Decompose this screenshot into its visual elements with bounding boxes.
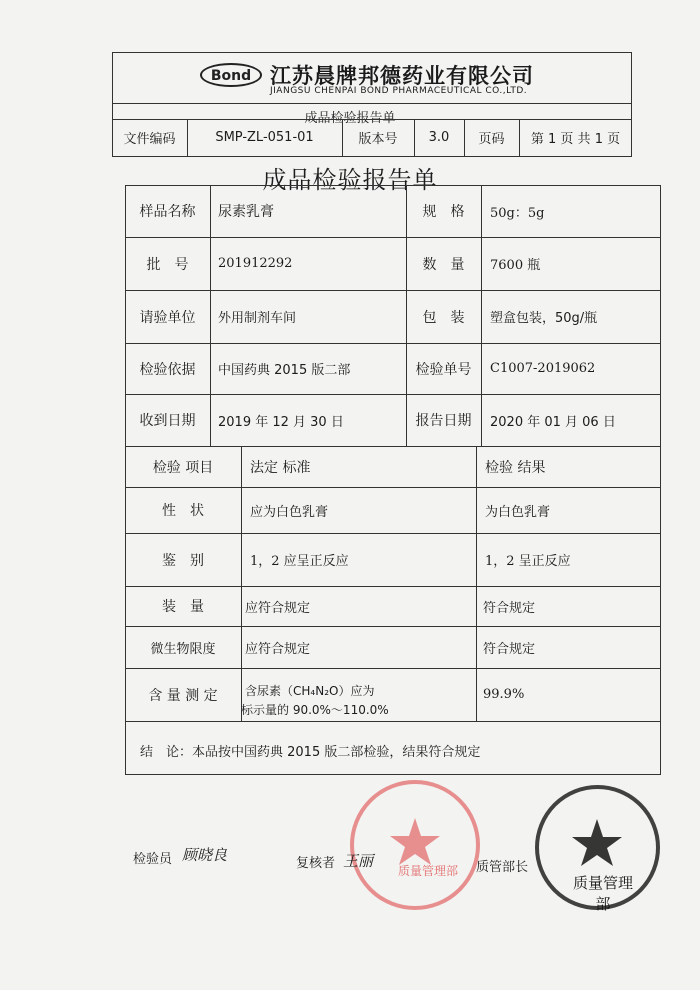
result-identification: 1，2 呈正反应	[485, 554, 571, 569]
package-label: 包 装	[422, 309, 465, 326]
received-date-value: 2019 年 12 月 30 日	[218, 414, 344, 430]
batch-value: 201912292	[218, 256, 293, 271]
report-title: 成品检验报告单	[262, 166, 438, 194]
sample-name-label: 样品名称	[139, 204, 196, 220]
basis-value: 中国药典 2015 版二部	[218, 363, 351, 378]
spec-value: 50g：5g	[490, 205, 545, 221]
result-header: 检验 结果	[485, 459, 546, 476]
test-item-appearance: 性 状	[162, 503, 204, 519]
test-item-microbial: 微生物限度	[150, 641, 216, 657]
company-logo: Bond	[200, 63, 262, 87]
basis-label: 检验依据	[139, 361, 196, 378]
inspector-label: 检验员	[133, 852, 173, 867]
report-date-value: 2020 年 01 月 06 日	[490, 414, 616, 430]
test-item-fill: 装 量	[162, 599, 204, 615]
reviewer-label: 复核者	[296, 856, 336, 871]
qa-head-label: 质管部长	[476, 860, 529, 875]
quantity-label: 数 量	[422, 256, 465, 273]
reviewer-signature: 王丽	[343, 852, 374, 870]
doc-number-value: SMP-ZL-051-01	[215, 129, 314, 145]
test-item-identification: 鉴 别	[162, 552, 204, 569]
report-no-value: C1007-2019062	[490, 361, 596, 376]
quantity-value: 7600 瓶	[490, 258, 541, 273]
col-border	[210, 185, 211, 446]
header-divider	[112, 103, 632, 104]
result-fill: 符合规定	[483, 600, 536, 616]
page-value: 第 1 页 共 1 页	[530, 131, 621, 147]
standard-assay-line1: 含尿素（CH₄N₂O）应为	[245, 684, 375, 698]
version-value: 3.0	[428, 129, 450, 145]
red-stamp-text: 质量管理部	[398, 864, 459, 878]
result-appearance: 为白色乳膏	[485, 504, 551, 520]
standard-fill: 应符合规定	[245, 600, 311, 616]
standard-assay-line2: 标示量的 90.0%～110.0%	[241, 703, 389, 717]
result-assay: 99.9%	[483, 687, 525, 702]
page-label: 页码	[478, 131, 505, 147]
result-microbial: 符合规定	[483, 641, 536, 657]
doc-number-label: 文件编码	[123, 131, 176, 147]
conclusion: 结 论：本品按中国药典 2015 版二部检验，结果符合规定	[140, 744, 481, 760]
sample-name-value: 尿素乳膏	[218, 204, 274, 220]
test-item-assay: 含 量 测 定	[148, 687, 218, 704]
standard-microbial: 应符合规定	[245, 641, 311, 657]
standard-appearance: 应为白色乳膏	[250, 504, 329, 520]
version-label: 版本号	[358, 131, 398, 147]
requester-label: 请验单位	[139, 309, 196, 326]
batch-label: 批 号	[146, 256, 189, 273]
report-no-label: 检验单号	[415, 361, 472, 378]
black-stamp-text: 质量管理部	[572, 874, 633, 913]
row-border	[125, 721, 661, 722]
test-item-header: 检验 项目	[152, 459, 214, 476]
inspector-signature: 顾晓良	[182, 846, 228, 864]
company-name-cn: 江苏晨牌邦德药业有限公司	[270, 64, 534, 88]
standard-header: 法定 标准	[250, 459, 311, 476]
standard-identification: 1，2 应呈正反应	[250, 554, 349, 569]
red-quality-stamp	[350, 780, 480, 910]
col-border	[481, 185, 482, 446]
requester-value: 外用制剂车间	[218, 311, 297, 326]
company-name-en: JIANGSU CHENPAI BOND PHARMACEUTICAL CO.,LTD.	[270, 86, 528, 96]
form-title-small: 成品检验报告单	[304, 111, 396, 126]
spec-label: 规 格	[422, 204, 465, 220]
received-date-label: 收到日期	[139, 413, 196, 429]
report-date-label: 报告日期	[415, 413, 472, 429]
package-value: 塑盒包装，50g/瓶	[490, 311, 598, 326]
